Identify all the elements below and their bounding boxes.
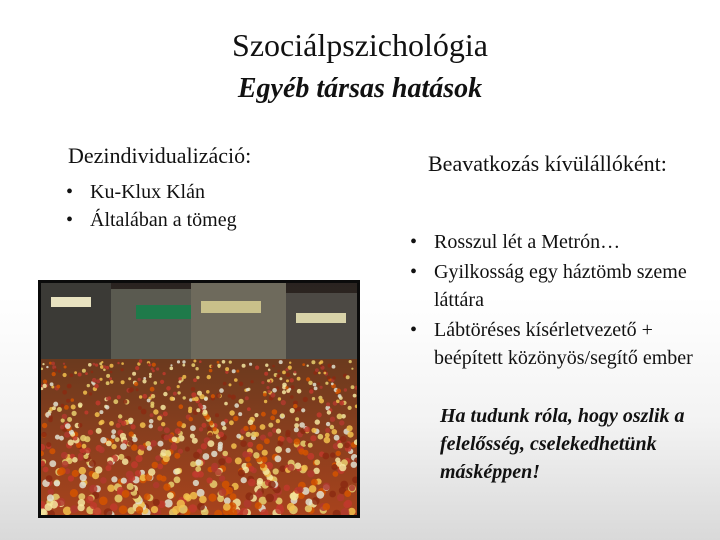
right-bullet-item: • Lábtöréses kísérletvezető + beépített közönyös/segítő ember	[410, 316, 715, 372]
crowd-photo	[38, 280, 360, 518]
crowd-photo-image	[41, 283, 357, 515]
right-bullet-list	[410, 228, 715, 374]
slide-title: Szociálpszichológia	[232, 27, 488, 63]
left-heading: Dezindividualizáció:	[68, 143, 252, 168]
left-bullet-item: • Ku-Klux Klán	[66, 178, 237, 206]
right-bullet-item: • Rosszul lét a Metrón…	[410, 228, 715, 256]
right-note: Ha tudunk róla, hogy oszlik a felelősség, cselekedhetünk másképpen!	[440, 405, 685, 483]
slide-subtitle: Egyéb társas hatások	[237, 73, 483, 104]
right-heading: Beavatkozás kívülállóként:	[428, 151, 667, 176]
left-bullet-item: • Általában a tömeg	[66, 206, 237, 234]
right-bullet-item: • Gyilkosság egy háztömb szeme láttára	[410, 258, 715, 314]
left-bullet-list	[66, 178, 237, 234]
